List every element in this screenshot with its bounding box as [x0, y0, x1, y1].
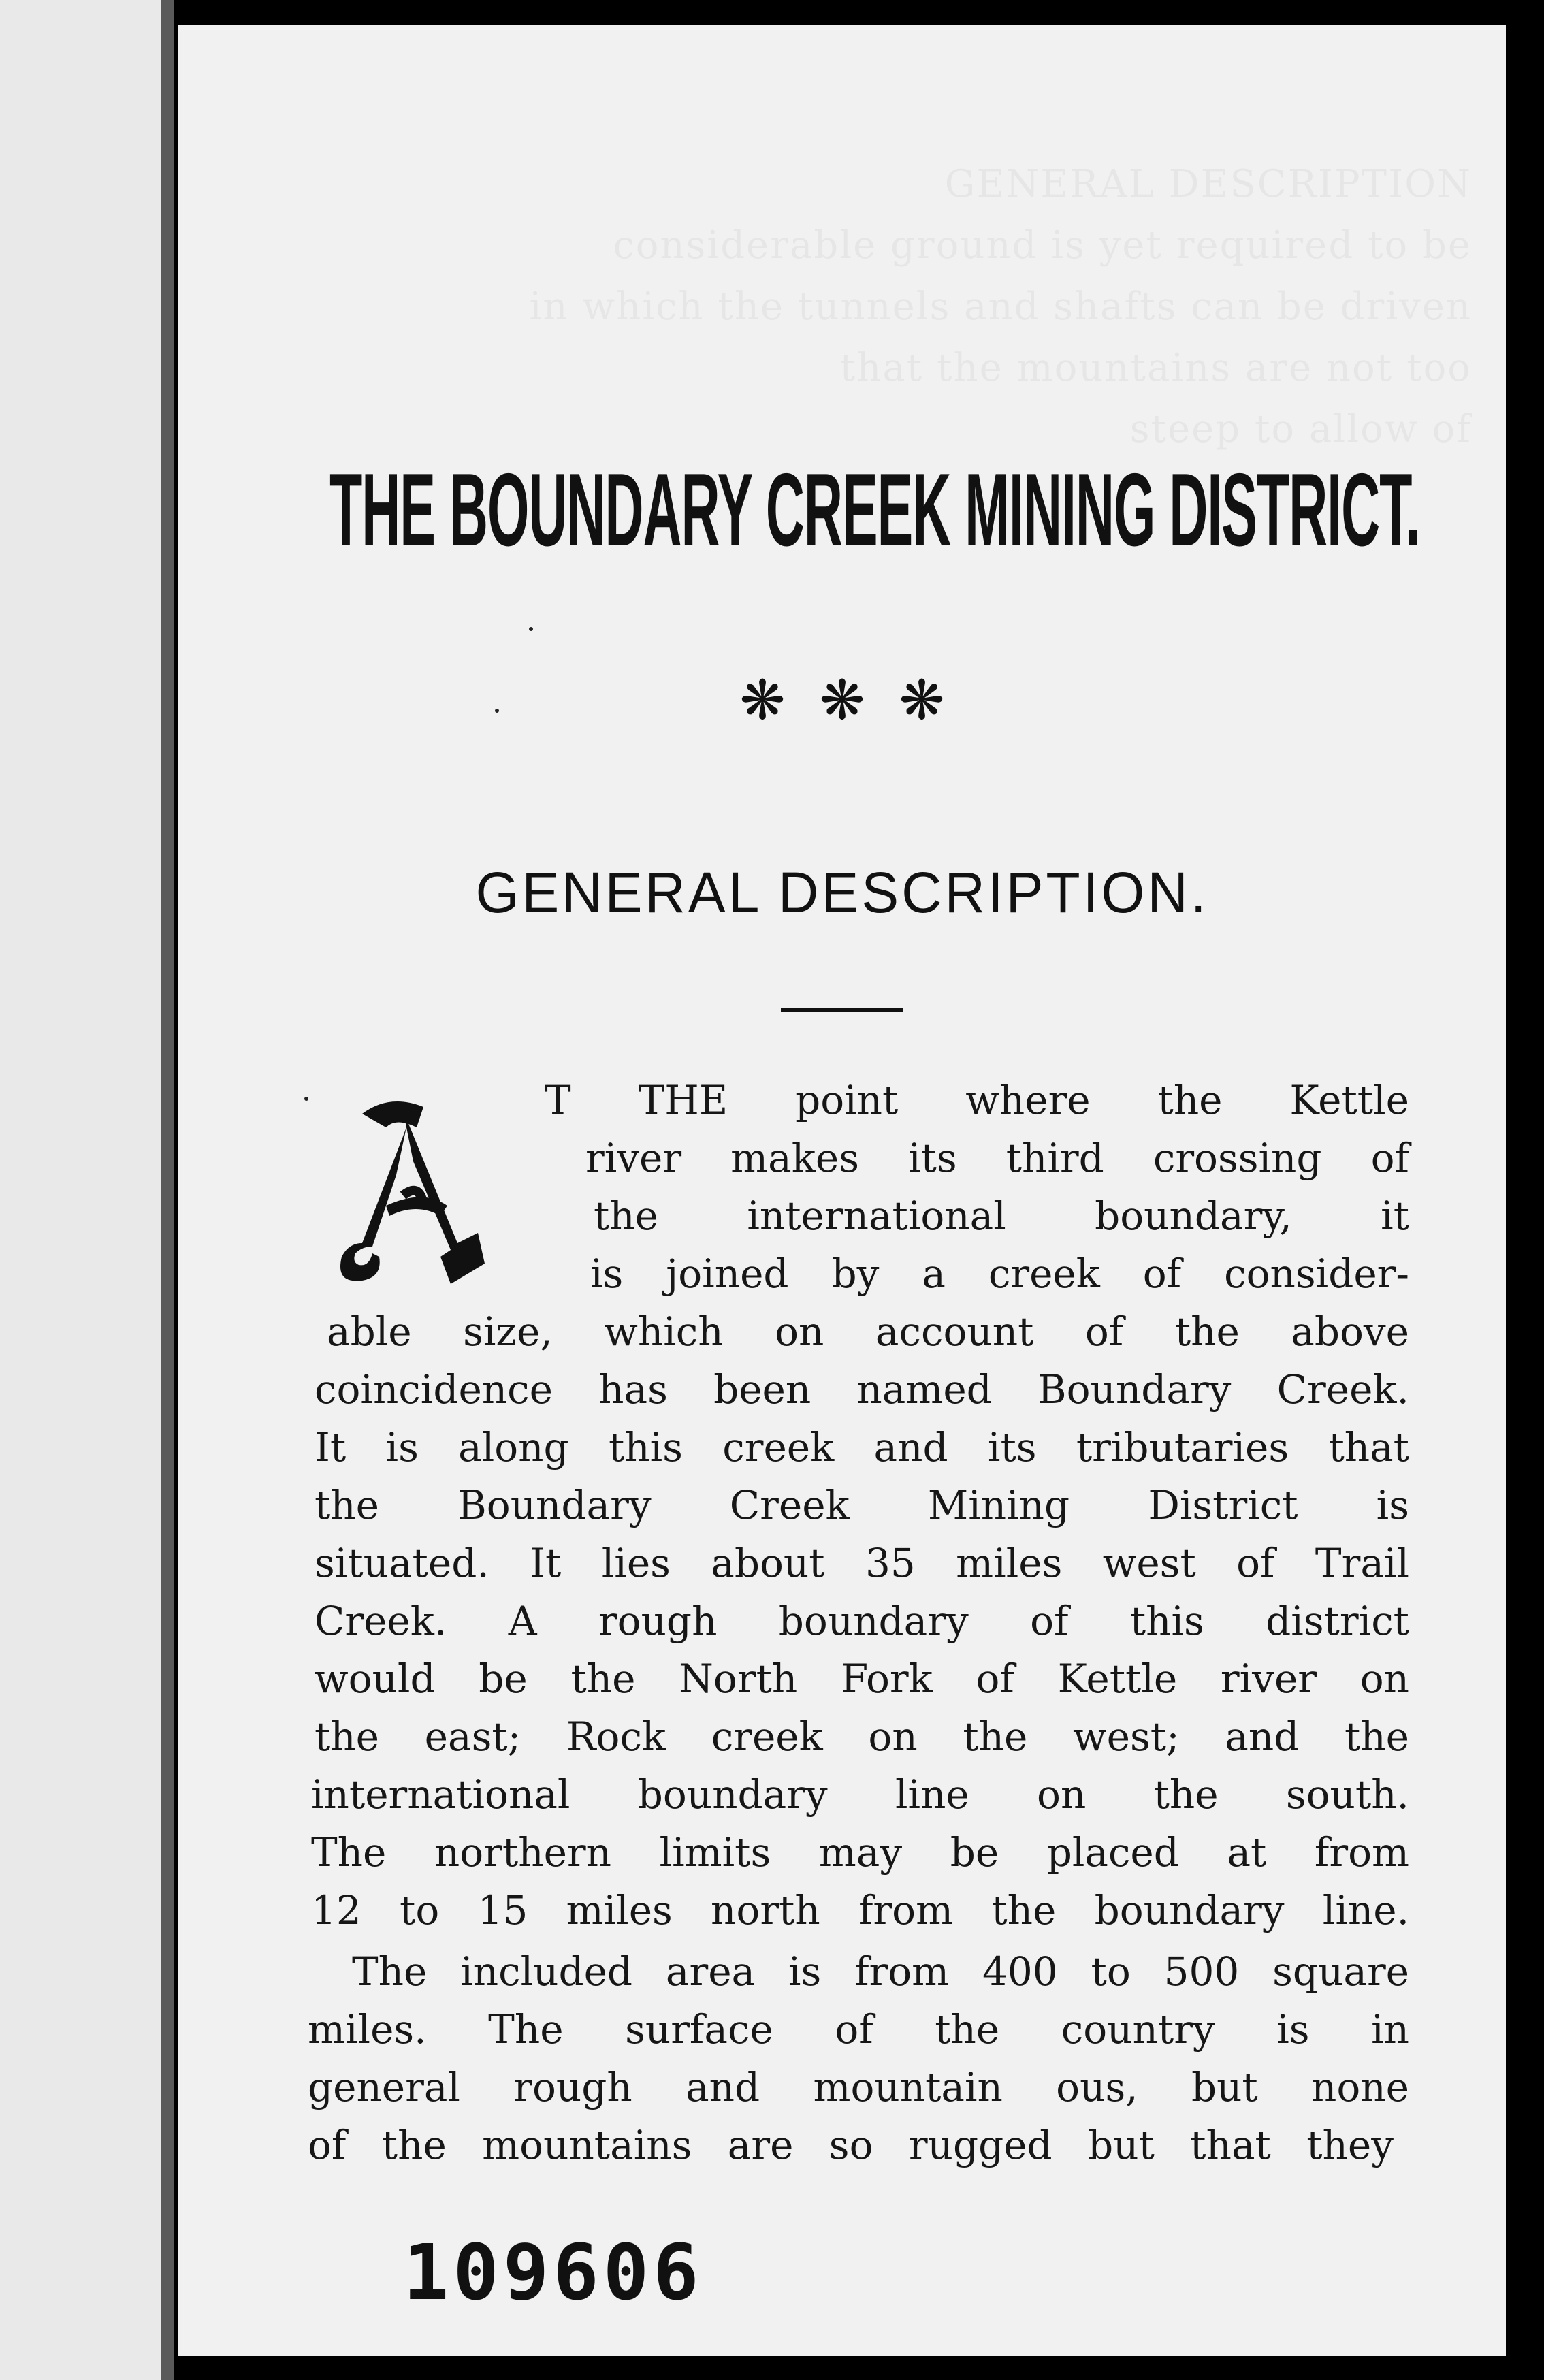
text-line: the international boundary, it: [594, 1193, 1409, 1239]
text-line: is joined by a creek of consider-: [590, 1251, 1409, 1297]
text-line: would be the North Fork of Kettle river on: [315, 1656, 1409, 1702]
page-title: THE BOUNDARY CREEK MINING DISTRICT.: [329, 452, 1420, 568]
text-line: international boundary line on the south.: [311, 1771, 1409, 1818]
body-paragraph: [178, 25, 1506, 2356]
scan-speck: [529, 627, 533, 631]
text-line: The northern limits may be placed at from: [311, 1829, 1409, 1876]
text-line: the Boundary Creek Mining District is: [315, 1482, 1409, 1528]
text-line: miles. The surface of the country is in: [308, 2006, 1409, 2053]
section-heading: GENERAL DESCRIPTION.: [475, 861, 1209, 924]
text-line: 12 to 15 miles north from the boundary line.: [311, 1887, 1409, 1933]
book-gutter: [161, 0, 174, 2380]
scan-speck: [495, 709, 499, 713]
text-line: T THE point where the Kettle: [545, 1077, 1409, 1123]
text-line: river makes its third crossing of: [585, 1135, 1409, 1181]
text-line: It is along this creek and its tributaries that: [315, 1424, 1409, 1470]
text-line: the east; Rock creek on the west; and the: [315, 1714, 1409, 1760]
text-line: of the mountains are so rugged but that they: [308, 2122, 1394, 2168]
catalog-stamp-number: 109606: [403, 2229, 703, 2317]
text-line: The included area is from 400 to 500 square: [352, 1948, 1409, 1995]
text-line: Creek. A rough boundary of this district: [315, 1598, 1409, 1644]
text-line: general rough and mountain ous, but none: [308, 2064, 1409, 2110]
document-page: [178, 25, 1506, 2356]
facing-page-edge: [0, 0, 161, 2380]
text-line: situated. It lies about 35 miles west of Trail: [315, 1540, 1409, 1586]
text-line: coincidence has been named Boundary Creek.: [315, 1366, 1409, 1413]
ornament-divider: ❋❋❋: [739, 669, 979, 732]
scan-speck: [304, 1097, 308, 1101]
text-line: able size, which on account of the above: [327, 1308, 1409, 1355]
